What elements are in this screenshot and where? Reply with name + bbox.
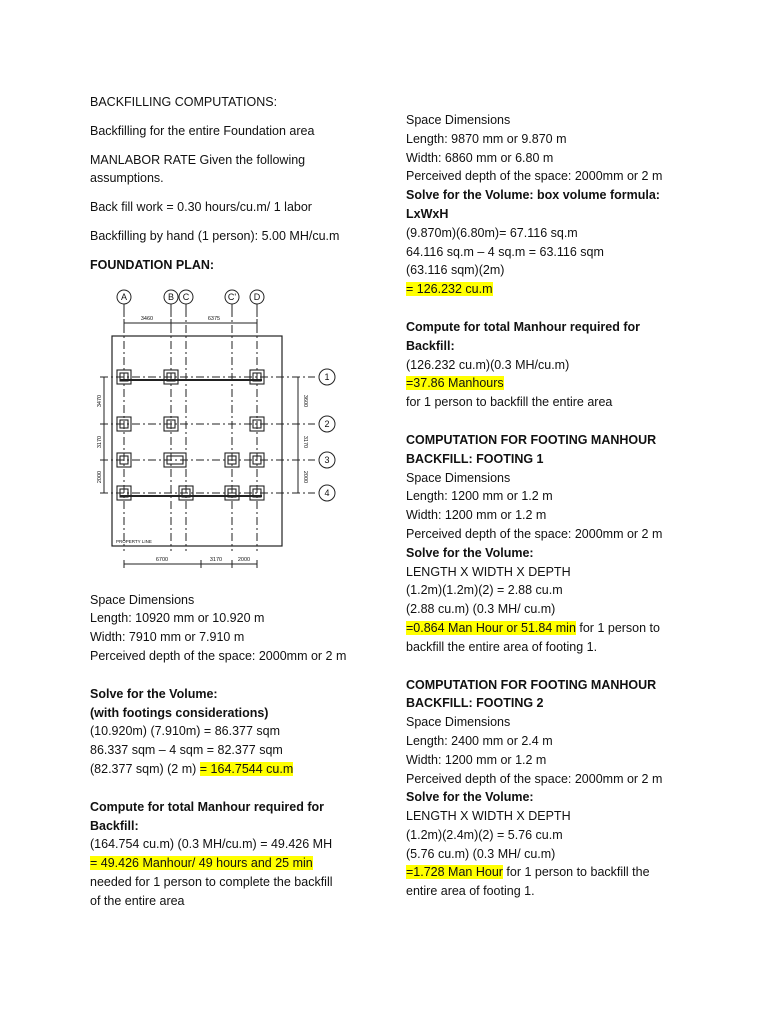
foundation-plan-heading: FOUNDATION PLAN:	[90, 257, 215, 272]
footing1-calc-2: (2.88 cu.m) (0.3 MH/ cu.m)	[406, 602, 556, 617]
footing2-result-text: for 1 person to backfill the	[502, 865, 650, 880]
volume-heading-2: Solve for the Volume: box volume formula:	[406, 188, 660, 203]
dim-top-2: 6375	[207, 315, 221, 322]
volume-result-highlight: = 164.7544 cu.m	[199, 761, 294, 776]
footing2-width: Width: 1200 mm or 1.2 m	[406, 752, 547, 767]
manhour2-calc: (126.232 cu.m)(0.3 MH/cu.m)	[406, 357, 570, 372]
footing1-volume-heading: Solve for the Volume:	[406, 545, 534, 560]
manhour-result-highlight: = 49.426 Manhour/ 49 hours and 25 min	[90, 856, 313, 871]
footing1-result-line2: backfill the entire area of footing 1.	[406, 639, 598, 654]
footing2-space-dimensions: Space Dimensions	[406, 715, 511, 730]
dim-right-1: 3600	[302, 394, 308, 407]
volume2-calc-1: (9.870m)(6.80m)= 67.116 sq.m	[406, 225, 578, 240]
footing2-result-highlight: =1.728 Man Hour	[406, 865, 503, 880]
manlabor-rate-line1: MANLABOR RATE Given the following	[90, 152, 306, 167]
dim-left-1: 3470	[97, 394, 103, 407]
property-line-label: PROPERTY LINE	[116, 538, 152, 544]
manhour-heading-2: Backfill:	[90, 818, 139, 833]
footing2-length: Length: 2400 mm or 2.4 m	[406, 733, 553, 748]
footing2-heading: COMPUTATION FOR FOOTING MANHOUR	[406, 677, 657, 692]
manhour2-heading-2: Backfill:	[406, 338, 455, 353]
volume-heading: Solve for the Volume:	[90, 686, 218, 701]
depth-value: Perceived depth of the space: 2000mm or 2 m	[90, 648, 347, 663]
footing1-depth: Perceived depth of the space: 2000mm or 2 m	[406, 526, 663, 541]
dim-left-3: 2000	[97, 470, 103, 483]
dim-right-2: 3170	[302, 435, 308, 448]
dim-bottom-2: 3170	[209, 556, 223, 563]
space-dimensions-heading: Space Dimensions	[90, 592, 195, 607]
dim-right-3: 2000	[302, 470, 308, 483]
volume-calc-1: (10.920m) (7.910m) = 86.377 sqm	[90, 724, 281, 739]
manhour-result-line	[90, 854, 375, 873]
footing1-result-highlight: =0.864 Man Hour or 51.84 min	[406, 620, 576, 635]
grid-label-2: 2	[324, 418, 330, 429]
manlabor-rate-line2: assumptions.	[90, 171, 164, 186]
footing1-formula: LENGTH X WIDTH X DEPTH	[406, 564, 571, 579]
footing1-length: Length: 1200 mm or 1.2 m	[406, 489, 553, 504]
footing2-formula: LENGTH X WIDTH X DEPTH	[406, 809, 571, 824]
dim-bottom-1: 6700	[155, 556, 169, 563]
footing2-subheading: BACKFILL: FOOTING 2	[406, 696, 544, 711]
footing1-result	[406, 619, 706, 638]
grid-label-a: A	[120, 291, 128, 302]
footing2-result-line2: entire area of footing 1.	[406, 884, 535, 899]
manhour2-note: for 1 person to backfill the entire area	[406, 395, 613, 410]
grid-label-c: C	[182, 291, 190, 302]
footing1-width: Width: 1200 mm or 1.2 m	[406, 508, 547, 523]
grid-label-1: 1	[324, 371, 330, 382]
grid-label-3: 3	[324, 454, 330, 465]
volume-calc-2: 86.337 sqm – 4 sqm = 82.377 sqm	[90, 743, 283, 758]
volume2-calc-3: (63.116 sqm)(2m)	[406, 263, 505, 278]
width-value: Width: 7910 mm or 7.910 m	[90, 630, 245, 645]
manhour2-result-highlight: =37.86 Manhours	[406, 376, 504, 391]
volume-calc-3-text: (82.377 sqm) (2 m)	[90, 761, 200, 776]
length-value: Length: 10920 mm or 10.920 m	[90, 611, 265, 626]
footing1-heading: COMPUTATION FOR FOOTING MANHOUR	[406, 432, 657, 447]
manhour-note-1: needed for 1 person to complete the backfill	[90, 874, 333, 889]
manhour2-result-line	[406, 374, 706, 393]
left-column	[90, 93, 375, 911]
manhour-note-2: of the entire area	[90, 893, 185, 908]
volume-subheading: (with footings considerations)	[90, 705, 269, 720]
footing2-result	[406, 863, 706, 882]
volume-formula: LxWxH	[406, 206, 449, 221]
backfill-work-rate: Back fill work = 0.30 hours/cu.m/ 1 labor	[90, 200, 312, 215]
width-value-2: Width: 6860 mm or 6.80 m	[406, 150, 554, 165]
volume-calc-3	[90, 760, 375, 779]
volume2-calc-2: 64.116 sq.m – 4 sq.m = 63.116 sqm	[406, 244, 604, 259]
volume2-result-highlight: = 126.232 cu.m	[406, 282, 493, 297]
footing1-result-text: for 1 person to	[575, 620, 660, 635]
footing1-space-dimensions: Space Dimensions	[406, 470, 511, 485]
backfill-hand-rate: Backfilling by hand (1 person): 5.00 MH/cu.m	[90, 228, 340, 243]
manhour-calc: (164.754 cu.m) (0.3 MH/cu.m) = 49.426 MH	[90, 837, 333, 852]
dim-left-2: 3170	[97, 435, 103, 448]
right-column	[406, 111, 706, 901]
footing1-subheading: BACKFILL: FOOTING 1	[406, 451, 544, 466]
length-value-2: Length: 9870 mm or 9.870 m	[406, 131, 567, 146]
footing2-calc-1: (1.2m)(2.4m)(2) = 5.76 cu.m	[406, 827, 563, 842]
dim-bottom-3: 2000	[237, 556, 251, 563]
depth-value-2: Perceived depth of the space: 2000mm or 2 m	[406, 169, 663, 184]
grid-label-4: 4	[324, 487, 330, 498]
grid-label-c-prime: C'	[227, 291, 237, 302]
manhour2-heading: Compute for total Manhour required for	[406, 319, 641, 334]
grid-label-b: B	[167, 291, 175, 302]
doc-title: BACKFILLING COMPUTATIONS:	[90, 95, 278, 109]
foundation-plan-drawing	[90, 281, 352, 583]
manhour-heading: Compute for total Manhour required for	[90, 799, 325, 814]
footing2-volume-heading: Solve for the Volume:	[406, 790, 534, 805]
volume2-result-line	[406, 280, 706, 299]
doc-subtitle: Backfilling for the entire Foundation area	[90, 123, 315, 138]
grid-label-d: D	[253, 291, 261, 302]
space-dimensions-heading-2: Space Dimensions	[406, 113, 511, 127]
footing1-calc-1: (1.2m)(1.2m)(2) = 2.88 cu.m	[406, 583, 563, 598]
footing2-depth: Perceived depth of the space: 2000mm or 2 m	[406, 771, 663, 786]
dim-top-1: 3460	[140, 315, 154, 322]
footing2-calc-2: (5.76 cu.m) (0.3 MH/ cu.m)	[406, 846, 556, 861]
